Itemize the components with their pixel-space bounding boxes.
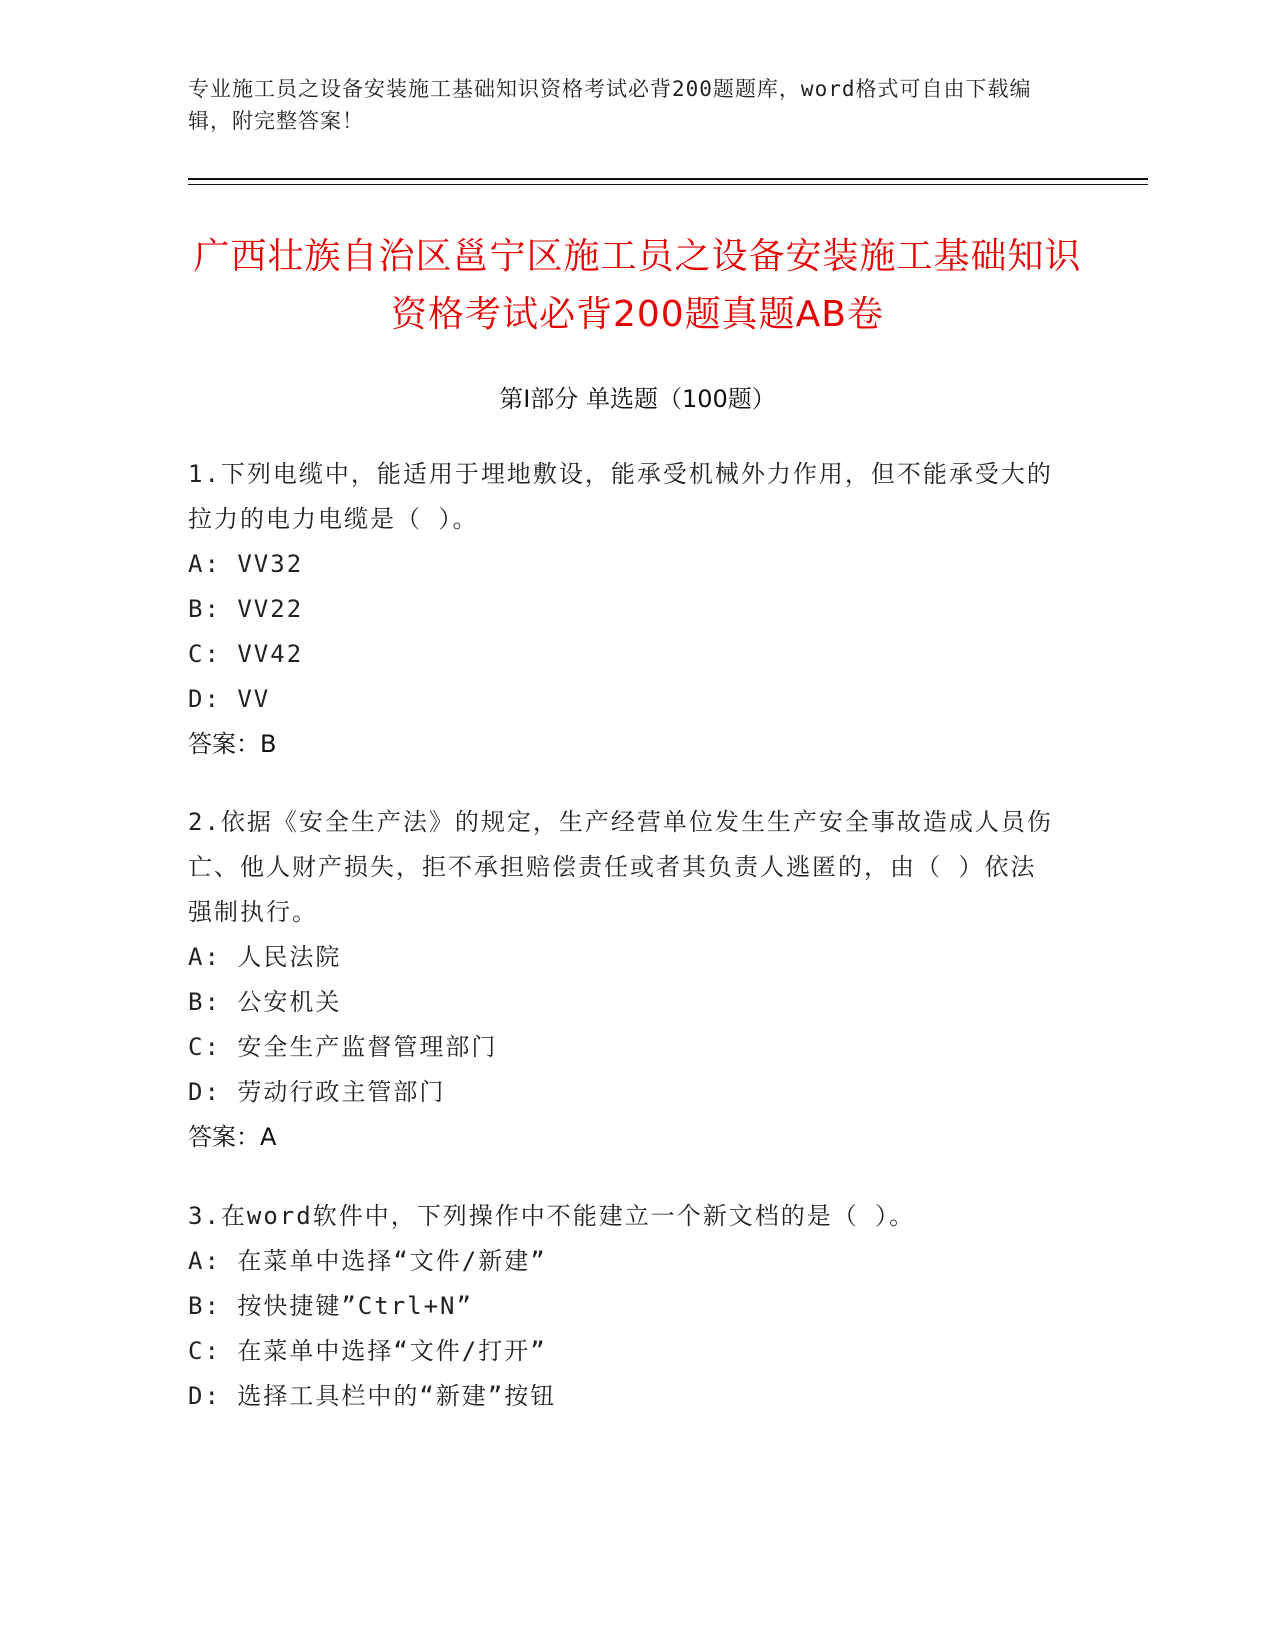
option-a: A: 人民法院 bbox=[188, 943, 342, 971]
option-d: D: VV bbox=[188, 685, 271, 713]
option-c: C: 安全生产监督管理部门 bbox=[188, 1033, 498, 1061]
answer: 答案：A bbox=[188, 1123, 277, 1151]
question-2 bbox=[188, 800, 1058, 1160]
answer: 答案：B bbox=[188, 730, 277, 758]
header-note: 专业施工员之设备安装施工基础知识资格考试必背200题题库，word格式可自由下载编辑，附完整答案！ bbox=[188, 77, 1032, 133]
section-heading: 第Ⅰ部分 单选题（100题） bbox=[499, 385, 776, 413]
option-c: C: 在菜单中选择“文件/打开” bbox=[188, 1337, 547, 1365]
question-3 bbox=[188, 1194, 1058, 1419]
question-stem: 1.下列电缆中，能适用于埋地敷设，能承受机械外力作用，但不能承受大的拉力的电力电缆是（ ）。 bbox=[188, 460, 1053, 533]
option-d: D: 劳动行政主管部门 bbox=[188, 1078, 446, 1106]
option-b: B: 按快捷键”Ctrl+N” bbox=[188, 1292, 473, 1320]
header-rule-thin bbox=[188, 184, 1148, 185]
option-a: A: VV32 bbox=[188, 550, 304, 578]
question-stem: 2.依据《安全生产法》的规定，生产经营单位发生生产安全事故造成人员伤亡、他人财产损失，拒不承担赔偿责任或者其负责人逃匿的，由（ ）依法强制执行。 bbox=[188, 808, 1053, 926]
option-b: B: VV22 bbox=[188, 595, 304, 623]
document-title: 广西壮族自治区邕宁区施工员之设备安装施工基础知识资格考试必背200题真题AB卷 bbox=[193, 236, 1082, 335]
option-a: A: 在菜单中选择“文件/新建” bbox=[188, 1247, 547, 1275]
header-rule-thick bbox=[188, 178, 1148, 180]
question-1 bbox=[188, 452, 1058, 767]
question-stem: 3.在word软件中，下列操作中不能建立一个新文档的是（ ）。 bbox=[188, 1202, 916, 1230]
option-b: B: 公安机关 bbox=[188, 988, 342, 1016]
option-d: D: 选择工具栏中的“新建”按钮 bbox=[188, 1382, 557, 1410]
option-c: C: VV42 bbox=[188, 640, 304, 668]
